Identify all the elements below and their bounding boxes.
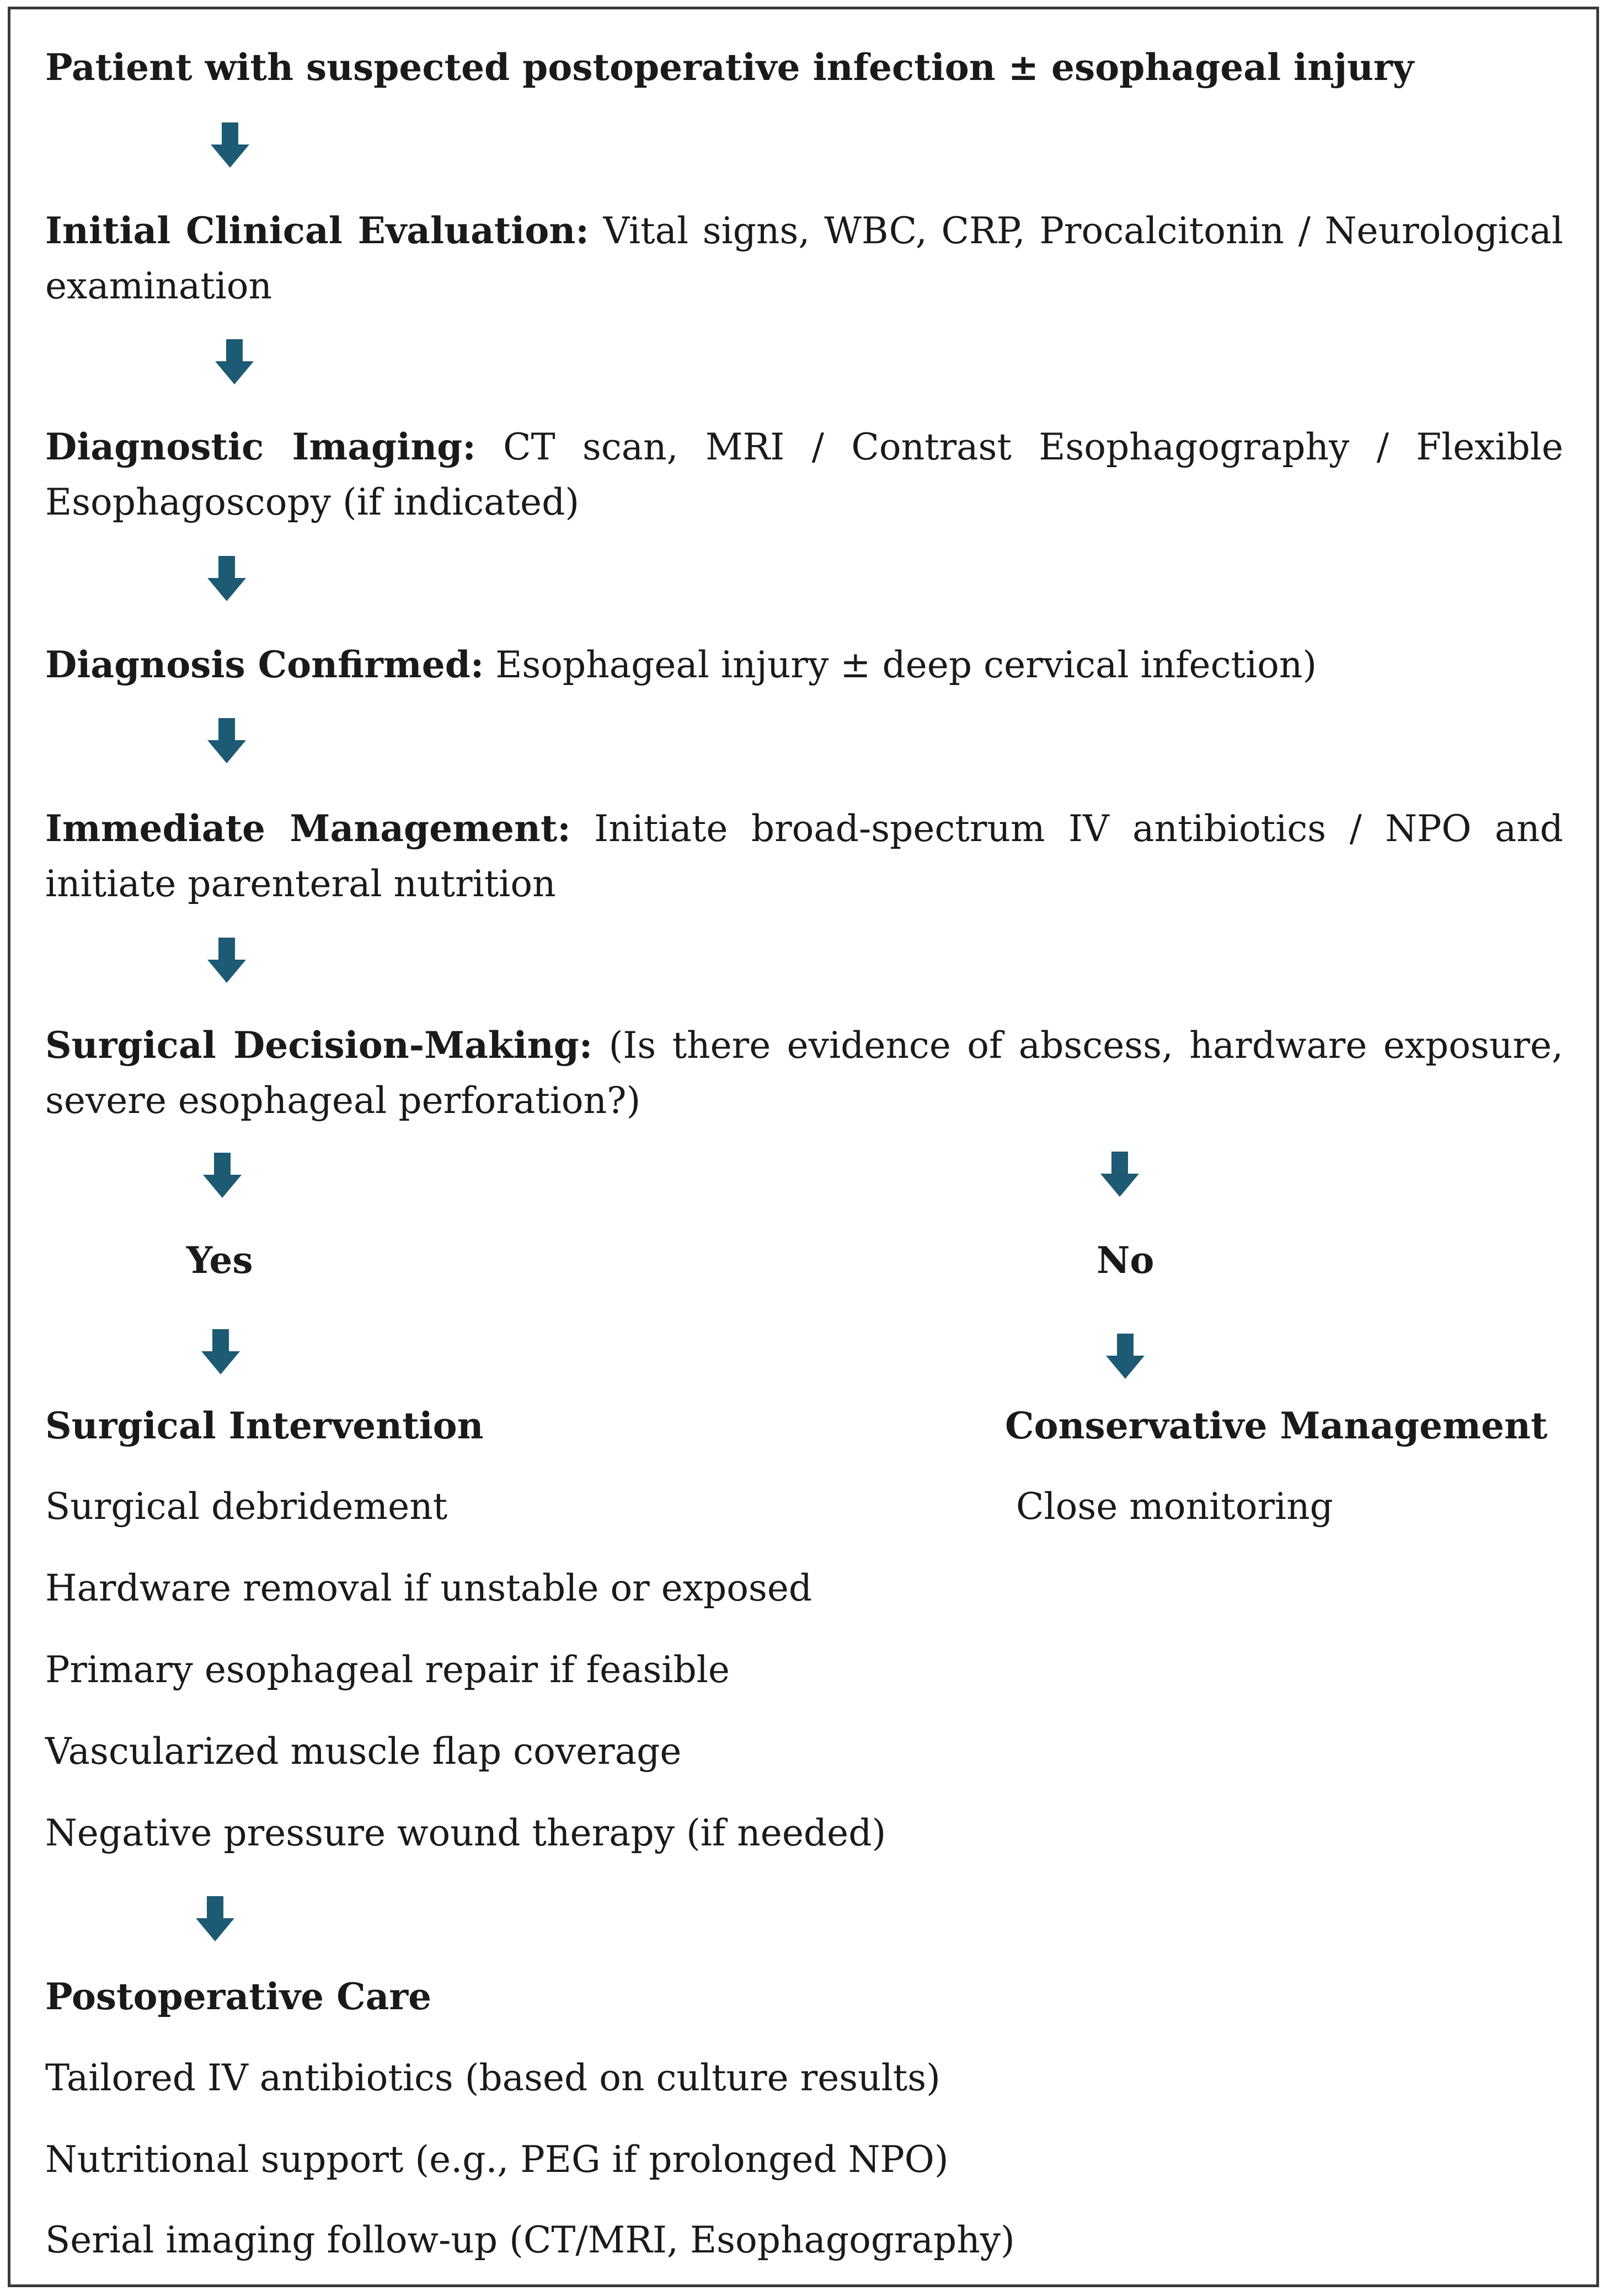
- down-arrow-icon: [207, 938, 246, 983]
- conservative-management-title: Conservative Management: [1005, 1404, 1548, 1447]
- step-diagnosis-confirmed: [45, 637, 1317, 693]
- surgical-item: Hardware removal if unstable or exposed: [45, 1567, 812, 1609]
- step-label: Diagnostic Imaging:: [45, 425, 476, 468]
- step-text: Esophageal injury ± deep cervical infection): [484, 644, 1317, 686]
- postop-item: Tailored IV antibiotics (based on culture results): [45, 2057, 940, 2099]
- start-text: Patient with suspected postoperative infection ± esophageal injury: [45, 46, 1414, 89]
- postop-item: Serial imaging follow-up (CT/MRI, Esophagography): [45, 2219, 1015, 2261]
- down-arrow-icon: [1100, 1152, 1139, 1197]
- step-text: Initiate broad-spectrum IV antibiotics / NPO and initiate parenteral nutrition: [45, 807, 1563, 905]
- surgical-intervention-title: Surgical Intervention: [45, 1404, 484, 1447]
- down-arrow-icon: [207, 718, 246, 763]
- step-label: Immediate Management:: [45, 807, 571, 850]
- step-immediate-management: [45, 801, 1563, 912]
- surgical-item: Surgical debridement: [45, 1485, 448, 1528]
- step-label: Surgical Decision-Making:: [45, 1024, 593, 1067]
- surgical-item: Vascularized muscle flap coverage: [45, 1730, 682, 1773]
- postop-item: Nutritional support (e.g., PEG if prolonged NPO): [45, 2138, 949, 2181]
- step-label: Diagnosis Confirmed:: [45, 643, 484, 686]
- step-text: Vital signs, WBC, CRP, Procalcitonin / Neurological examination: [45, 210, 1563, 307]
- down-arrow-icon: [211, 122, 249, 168]
- down-arrow-icon: [1106, 1334, 1145, 1379]
- step-diagnostic-imaging: [45, 419, 1563, 530]
- step-label: Initial Clinical Evaluation:: [45, 209, 589, 252]
- branch-yes-label: Yes: [186, 1239, 253, 1282]
- branch-no-label: No: [1097, 1239, 1154, 1282]
- step-surgical-decision: [45, 1018, 1563, 1128]
- step-text: (Is there evidence of abscess, hardware exposure, severe esophageal perforation?): [45, 1024, 1563, 1122]
- down-arrow-icon: [203, 1153, 242, 1198]
- surgical-item: Negative pressure wound therapy (if needed): [45, 1812, 886, 1854]
- down-arrow-icon: [207, 556, 246, 601]
- surgical-item: Primary esophageal repair if feasible: [45, 1649, 730, 1691]
- start-node: [45, 40, 1414, 95]
- conservative-item: Close monitoring: [1016, 1485, 1333, 1528]
- postoperative-care-title: Postoperative Care: [45, 1975, 432, 2018]
- down-arrow-icon: [215, 339, 254, 384]
- down-arrow-icon: [201, 1329, 240, 1374]
- step-text: CT scan, MRI / Contrast Esophagography / Flexible Esophagoscopy (if indicated): [45, 426, 1564, 523]
- step-initial-evaluation: [45, 203, 1563, 314]
- down-arrow-icon: [196, 1896, 234, 1941]
